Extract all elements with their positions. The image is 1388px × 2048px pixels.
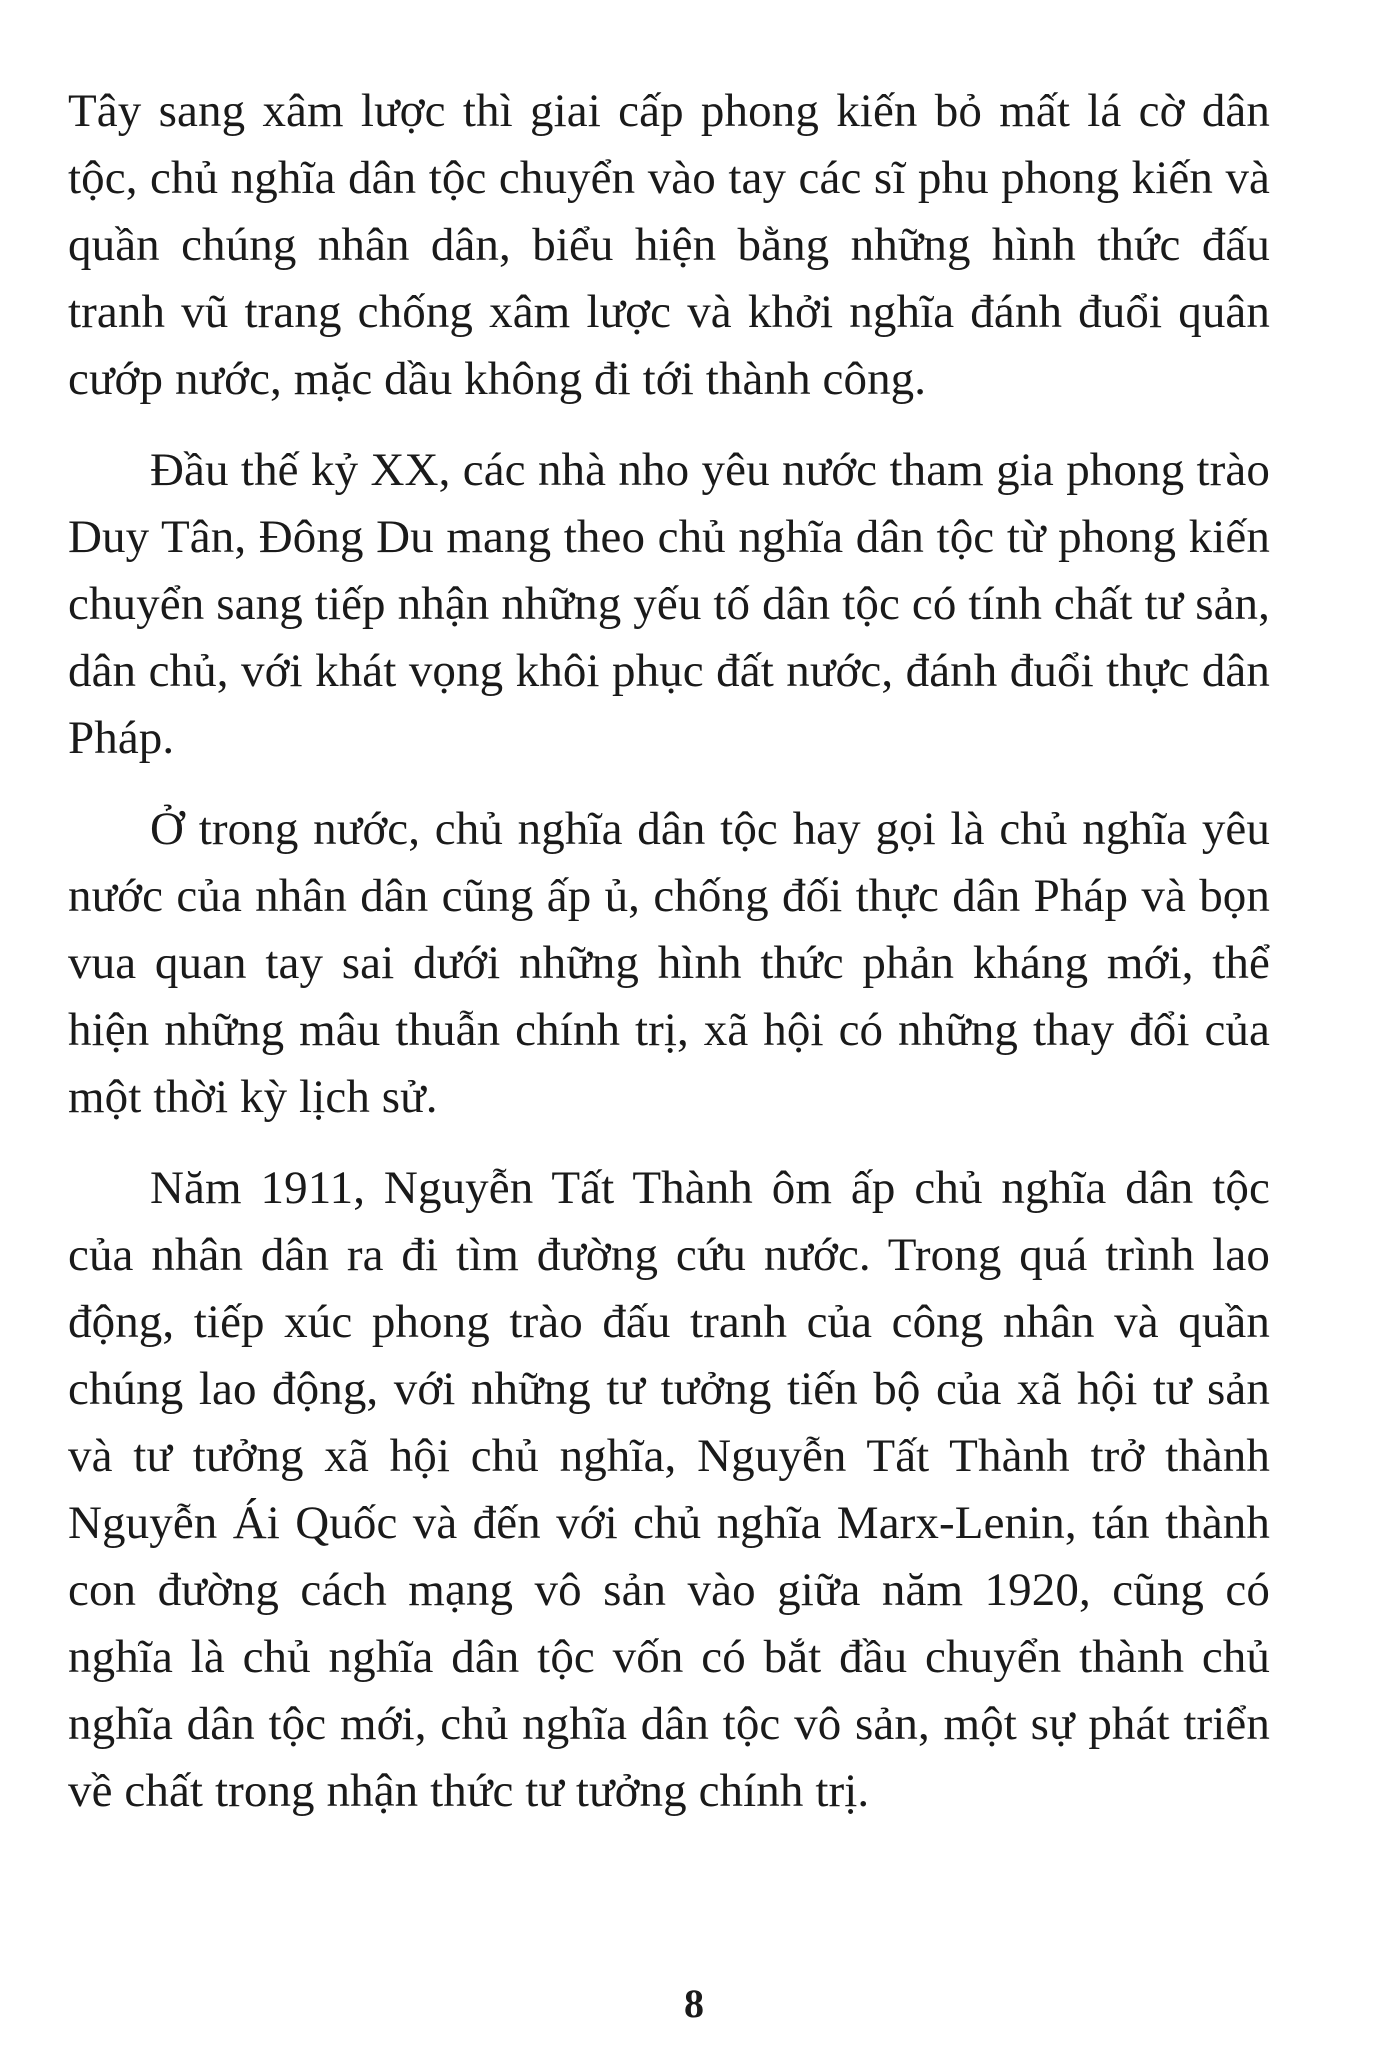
paragraph-trong-nuoc: Ở trong nước, chủ nghĩa dân tộc hay gọi là chủ nghĩa yêu nước của nhân dân cũng ấp ủ, chống đối thực dân Pháp và bọn vua quan tay sai dưới những hình thức phản kháng mới, thể hiện những mâu thuẫn chính trị, xã hội có những thay đổi của một thời kỳ lịch sử.	[68, 803, 1270, 1123]
paragraph-duy-tan: Đầu thế kỷ XX, các nhà nho yêu nước tham gia phong trào Duy Tân, Đông Du mang theo chủ nghĩa dân tộc từ phong kiến chuyển sang tiếp nhận những yếu tố dân tộc có tính chất tư sản, dân chủ, với khát vọng khôi phục đất nước, đánh đuổi thực dân Pháp.	[68, 444, 1270, 764]
paragraph-continuation: Tây sang xâm lược thì giai cấp phong kiến bỏ mất lá cờ dân tộc, chủ nghĩa dân tộc chuyển vào tay các sĩ phu phong kiến và quần chúng nhân dân, biểu hiện bằng những hình thức đấu tranh vũ trang chống xâm lược và khởi nghĩa đánh đuổi quân cướp nước, mặc dầu không đi tới thành công.	[68, 85, 1270, 405]
page-number: 8	[684, 1981, 704, 2026]
paragraph-nam-1911: Năm 1911, Nguyễn Tất Thành ôm ấp chủ nghĩa dân tộc của nhân dân ra đi tìm đường cứu nước. Trong quá trình lao động, tiếp xúc phong trào đấu tranh của công nhân và quần chúng lao động, với những tư tưởng tiến bộ của xã hội tư sản và tư tưởng xã hội chủ nghĩa, Nguyễn Tất Thành trở thành Nguyễn Ái Quốc và đến với chủ nghĩa Marx-Lenin, tán thành con đường cách mạng vô sản vào giữa năm 1920, cũng có nghĩa là chủ nghĩa dân tộc vốn có bắt đầu chuyển thành chủ nghĩa dân tộc mới, chủ nghĩa dân tộc vô sản, một sự phát triển về chất trong nhận thức tư tưởng chính trị.	[68, 1162, 1270, 1817]
body-text	[68, 78, 1270, 1849]
